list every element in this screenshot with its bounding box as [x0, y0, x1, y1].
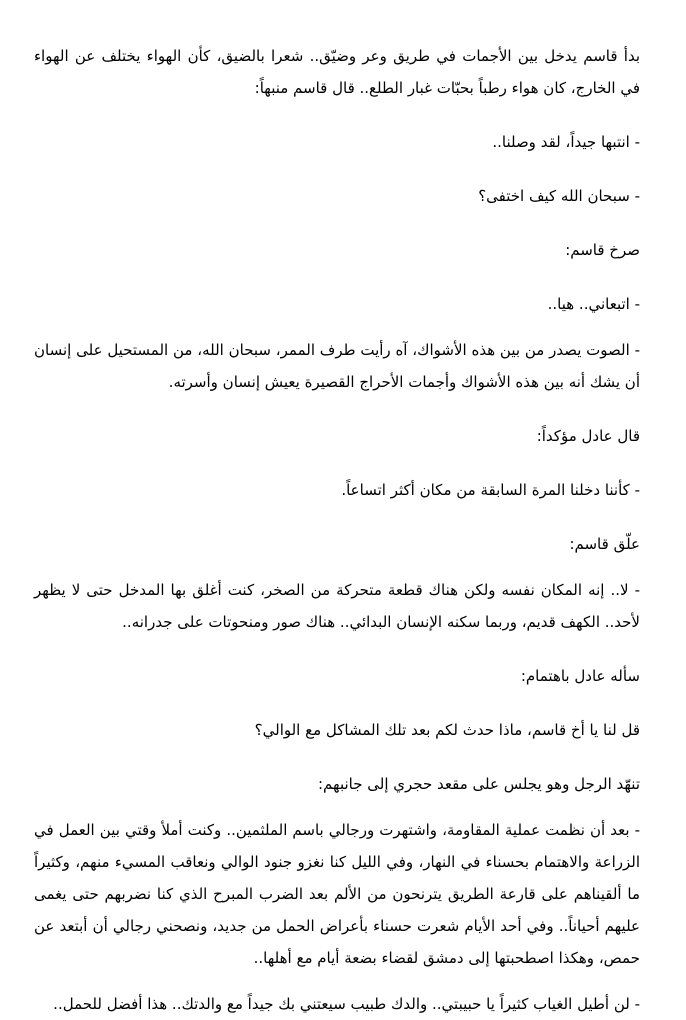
speaker-intro: تنهّد الرجل وهو يجلس على مقعد حجري إلى جانبهم:: [318, 775, 640, 793]
narrative-paragraph: بدأ قاسم يدخل بين الأجمات في طريق وعر وضيّق.. شعرا بالضيق، كأن الهواء يختلف عن الهواء في الخارج، كان هواء رطباً بحبّات غبار الطلع.. قال قاسم منبهاً:: [34, 47, 640, 97]
dialogue-paragraph: - لا.. إنه المكان نفسه ولكن هناك قطعة متحركة من الصخر، كنت أغلق بها المدخل حتى لا يظهر لأحد.. الكهف قديم، وربما سكنه الإنسان البدائي.. هناك صور ومنحوتات على جدرانه..: [34, 581, 640, 631]
document-body: [34, 40, 640, 1020]
dialogue-paragraph: - بعد أن نظمت عملية المقاومة، واشتهرت ورجالي باسم الملثمين.. وكنت أملأ وقتي بين العمل في الزراعة والاهتمام بحسناء في النهار، وفي الليل كنا نغزو جنود الوالي ونعاقب المسيء منهم، وكثيراً ما ألقيناهم على قارعة الطريق يترنحون من الألم بعد الضرب المبرح الذي كنا نضربهم حتى يغمى عليهم أحياناً.. وفي أحد الأيام شعرت حسناء بأعراض الحمل من جديد، ونصحني رجالي أن أبتعد عن حمص، وهكذا اصطحبتها إلى دمشق لقضاء بضعة أيام مع أهلها..: [34, 821, 640, 967]
dialogue-line: - انتبها جيداً، لقد وصلنا..: [492, 133, 640, 151]
dialogue-line: - سبحان الله كيف اختفى؟: [478, 187, 640, 205]
speaker-intro: علّق قاسم:: [569, 535, 640, 553]
speaker-intro: صرخ قاسم:: [565, 241, 640, 259]
speaker-intro: قال عادل مؤكداً:: [536, 427, 640, 445]
dialogue-paragraph: - لن أطيل الغياب كثيراً يا حبيبتي.. والدك طبيب سيعتني بك جيداً مع والدتك.. هذا أفضل للحمل..: [53, 995, 640, 1013]
dialogue-line: - اتبعاني.. هيا..: [547, 295, 640, 313]
dialogue-line: - كأننا دخلنا المرة السابقة من مكان أكثر اتساعاً.: [341, 481, 640, 499]
speaker-intro: سأله عادل باهتمام:: [520, 667, 640, 685]
dialogue-paragraph: - الصوت يصدر من بين هذه الأشواك، آه رأيت طرف الممر، سبحان الله، من المستحيل على إنسان أن يشك أنه بين هذه الأشواك وأجمات الأحراج القصيرة يعيش إنسان وأسرته.: [34, 341, 640, 391]
dialogue-line: قل لنا يا أخ قاسم، ماذا حدث لكم بعد تلك المشاكل مع الوالي؟: [254, 721, 640, 739]
